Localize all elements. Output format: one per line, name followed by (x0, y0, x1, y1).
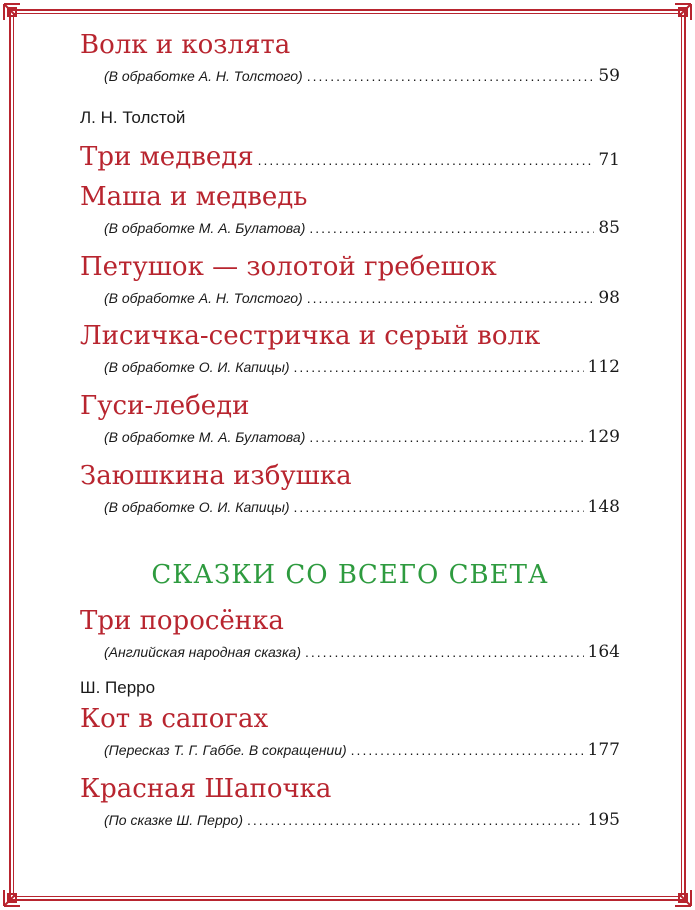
toc-note: (В обработке А. Н. Толстого) (104, 68, 303, 84)
toc-author: Ш. Перро (80, 678, 156, 697)
toc-note: (Пересказ Т. Г. Габбе. В сокращении) (104, 742, 347, 758)
leader-dots (294, 499, 584, 515)
toc-note: (В обработке А. Н. Толстого) (104, 290, 303, 306)
leader-dots (351, 742, 584, 758)
toc-note: (В обработке М. А. Булатова) (104, 220, 306, 236)
toc-page-number: 177 (587, 740, 620, 760)
leader-dots (247, 812, 584, 828)
toc-note: (Английская народная сказка) (104, 644, 301, 660)
toc-page-number: 85 (598, 218, 620, 238)
corner-ornament-icon (655, 0, 695, 40)
toc-title[interactable]: Петушок — золотой гребешок (80, 252, 497, 282)
toc-author: Л. Н. Толстой (80, 108, 186, 127)
toc-page-number: 71 (598, 150, 620, 170)
toc-title[interactable]: Три медведя (80, 142, 254, 172)
toc-entry-line (104, 642, 620, 662)
toc-page-number: 112 (587, 357, 620, 377)
toc-title[interactable]: Заюшкина избушка (80, 461, 352, 491)
toc-entry-line (104, 497, 620, 517)
corner-ornament-icon (0, 0, 40, 40)
toc-note: (В обработке О. И. Капицы) (104, 359, 290, 375)
toc-page-number: 195 (587, 810, 620, 830)
toc-entry-line (104, 288, 620, 308)
toc-title[interactable]: Красная Шапочка (80, 774, 332, 804)
toc-title[interactable]: Гуси-лебеди (80, 391, 250, 421)
toc-title[interactable]: Маша и медведь (80, 182, 308, 212)
toc-entry-line (104, 66, 620, 86)
leader-dots (309, 429, 583, 445)
toc-page-number: 59 (598, 66, 620, 86)
toc-entry-line (104, 357, 620, 377)
toc-page-number: 148 (587, 497, 620, 517)
toc-entry-line (104, 810, 620, 830)
leader-dots (307, 68, 595, 84)
toc-note: (В обработке О. И. Капицы) (104, 499, 290, 515)
toc-title[interactable]: Кот в сапогах (80, 704, 269, 734)
leader-dots (309, 220, 594, 236)
toc-page-number: 129 (587, 427, 620, 447)
leader-dots (305, 644, 584, 660)
corner-ornament-icon (655, 870, 695, 910)
leader-dots (258, 152, 595, 168)
toc-note: (По сказке Ш. Перро) (104, 812, 243, 828)
leader-dots (294, 359, 584, 375)
toc-title[interactable]: Волк и козлята (80, 30, 291, 60)
toc-page-number: 164 (587, 642, 620, 662)
toc-entry-line (104, 427, 620, 447)
toc-title[interactable]: Лисичка-сестричка и серый волк (80, 321, 541, 351)
toc-entry-line (104, 218, 620, 238)
toc-note: (В обработке М. А. Булатова) (104, 429, 306, 445)
toc-entry-line (80, 142, 620, 172)
section-heading: СКАЗКИ СО ВСЕГО СВЕТА (151, 560, 549, 590)
toc-entry-line (104, 740, 620, 760)
toc-title[interactable]: Три поросёнка (80, 606, 284, 636)
corner-ornament-icon (0, 870, 40, 910)
leader-dots (307, 290, 595, 306)
toc-page-number: 98 (598, 288, 620, 308)
